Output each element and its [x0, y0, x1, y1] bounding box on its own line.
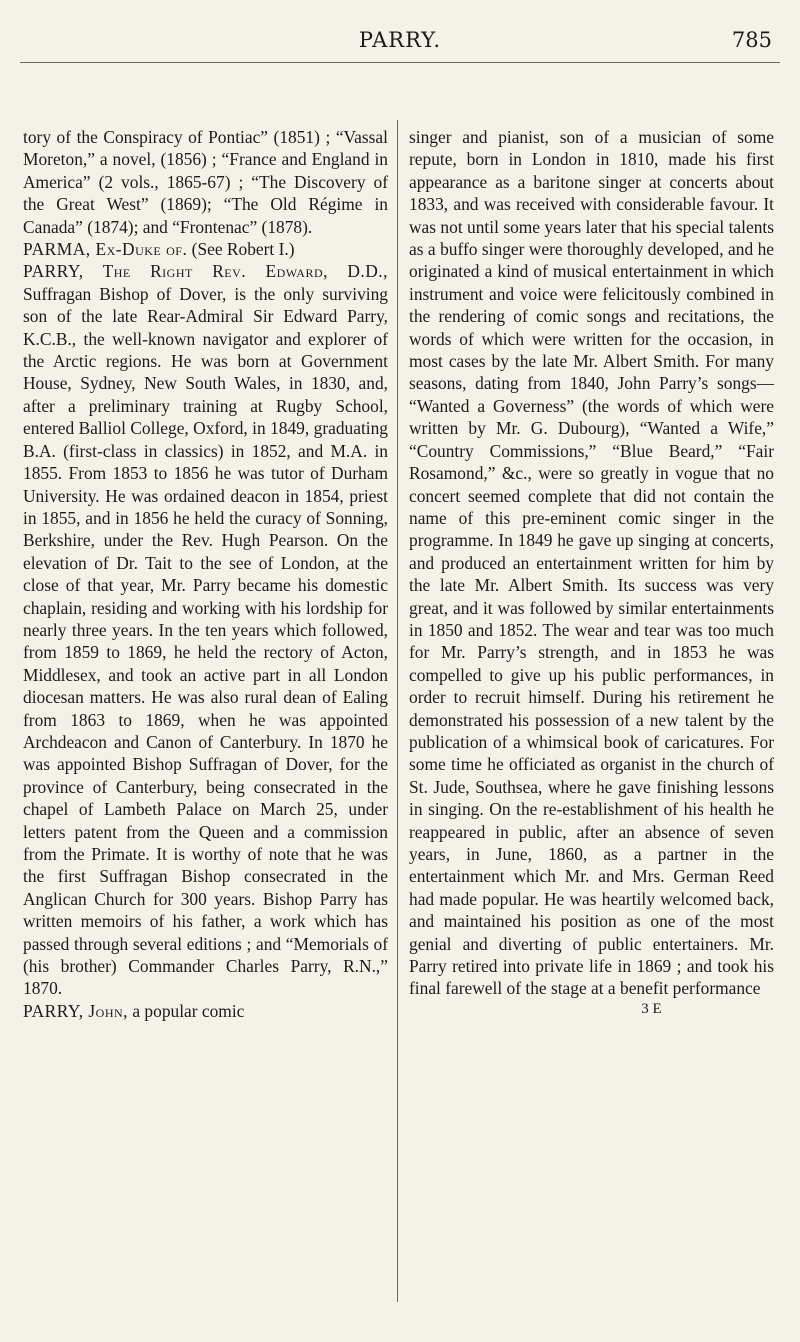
entry-headword: PARMA, Ex-Duke of. [23, 239, 188, 260]
entry-headword: PARRY, John, [23, 1000, 128, 1021]
entry-text: a popular comic [132, 1000, 245, 1021]
entry-parry-john-continued: singer and pianist, son of a musician of some repute, born in London in 1810, made his first appearance as a baritone singer at concerts about 1833, and was received with considerable favour. It was not until some years later that his special talents as a buffo singer were thoroughly developed, and he originated a kind of musical entertainment in which instrument and voice were felicitously combined in the rendering of comic songs and recitations, the words of which were written for the occasion, in most cases by the late Mr. Albert Smith. For many seasons, dating from 1840, John Parry’s songs— “Wanted a Governess” (the words of which were written by Mr. G. Dubourg), “Wanted a Wife,” “Country Commissions,” “Blue Beard,” “Fair Rosamond,” &c., were so greatly in vogue that no concert seemed complete that did not contain the name of this pre-eminent comic singer in the programme. In 1849 he gave up singing at concerts, and produced an entertainment written for him by the late Mr. Albert Smith. Its success was very great, and it was followed by similar entertainments in 1850 and 1852. The wear and tear was too much for Mr. Parry’s strength, and in 1853 he was compelled to give up his public performances, in order to recruit himself. During his retirement he demonstrated his possession of a new talent by the publication of a whimsical book of caricatures. For some time he officiated as organist in the church of St. Jude, Southsea, where he gave finishing lessons in singing. On the re-establishment of his health he reappeared in public, after an absence of seven years, in June, 1860, as a partner in the entertainment which Mr. and Mrs. German Reed had made popular. He was heartily welcomed back, and maintained his position as one of the most genial and diverting of public entertainers. Mr. Parry retired into private life in 1869 ; and took his final farewell of the stage at a benefit performance [409, 127, 774, 999]
header-rule [20, 62, 780, 63]
column-divider [397, 120, 398, 1302]
entry-text: Suffragan Bishop of Dover, is the only surviving son of the late Rear-Admiral Sir Edward Parry, K.C.B., the well-known navigator and explorer of the Arctic regions. He was born at Government House, Sydney, New South Wales, in 1830, and, after a preliminary training at Rugby School, entered Balliol College, Oxford, in 1849, graduating B.A. (first-class in classics) in 1852, and M.A. in 1855. From 1853 to 1856 he was tutor of Durham University. He was ordained deacon in 1854, priest in 1855, and in 1856 he held the curacy of Sonning, Berkshire, under the Rev. Hugh Pearson. On the elevation of Dr. Tait to the see of London, at the close of that year, Mr. Parry became his domestic chaplain, residing and working with his lordship for nearly three years. In the ten years which followed, from 1859 to 1869, he held the rectory of Acton, Middlesex, and took an active part in all London diocesan matters. He was also rural dean of Ealing from 1863 to 1869, when he was appointed Archdeacon and Canon of Canterbury. In 1870 he was appointed Bishop Suffragan of Dover, for the province of Canterbury, being consecrated in the chapel of Lambeth Palace on March 25, under letters patent from the Queen and a commission from the Primate. It is worthy of note that he was the first Suffragan Bishop consecrated in the Anglican Church for 300 years. Bishop Parry has written memoirs of his father, a work which has passed through several editions ; and “Memorials of (his brother) Commander Charles Parry, R.N.,” 1870. [23, 283, 388, 999]
continued-entry-text: tory of the Conspiracy of Pontiac” (1851) ; “Vassal Moreton,” a novel, (1856) ; “France and England in America” (2 vols., 1865-67) ; “The Discovery of the Great West” (1869); “The Old Régime in Canada” (1874); and “Frontenac” (1878). [23, 127, 388, 237]
entry-parma [23, 238, 388, 260]
entry-headword: PARRY, The Right Rev. Edward, D.D., [23, 261, 388, 282]
entry-text: (See Robert I.) [191, 239, 295, 260]
running-head: PARRY. [358, 28, 442, 52]
left-column [23, 126, 388, 1022]
page-header [0, 28, 800, 58]
signature-mark: 3 E [641, 1000, 662, 1017]
page-number: 785 [731, 28, 772, 52]
entry-parry-edward [23, 260, 388, 999]
right-column [409, 126, 774, 1020]
entry-parry-john [23, 1000, 388, 1022]
